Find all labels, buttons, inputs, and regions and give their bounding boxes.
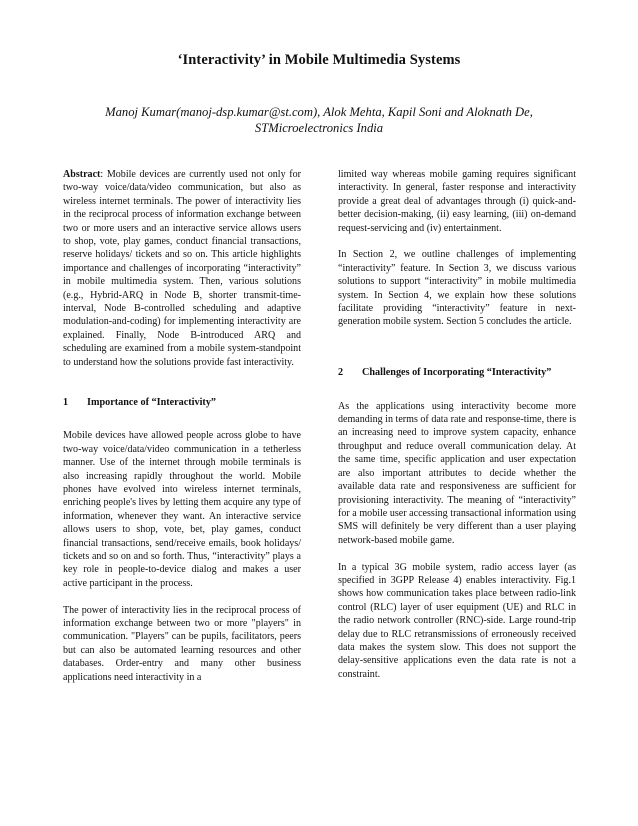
section-2-title: Challenges of Incorporating “Interactivity”: [362, 367, 552, 379]
section-1-paragraph-2: The power of interactivity lies in the reciprocal process of information exchange between two or more "players" in communication. "Players" can be pupils, facilitators, peers but can also be automated learning resources and other databases. Order-entry and many other business applications need interactivity in a: [63, 604, 301, 683]
section-1-heading: [63, 396, 301, 409]
abstract-text: : Mobile devices are currently used not only for two-way voice/data/video communication, but also as wireless internet terminals. The power of interactivity lies in the reciprocal process of information exchange between two or more users and an interactive service allows users to shop, vote, play games, conduct financial transactions, reserve holidays/ tickets and so on. This article highlights importance and challenges of incorporating “interactivity” in mobile multimedia system. Then, various solutions (e.g., Hybrid-ARQ in Node B, shorter transmit-time-interval, Node B-controlled scheduling and adaptive modulation-and-coding) for implementing interactivity are explained. Finally, Node B-introduced ARQ and scheduling are examined from a mobile system-standpoint to understand how the solutions provide fast interactivity.: [63, 169, 301, 368]
author-affiliation: STMicroelectronics India: [254, 121, 384, 135]
intro-paragraph-outline: In Section 2, we outline challenges of implementing “interactivity” feature. In Section 3, we discuss various solutions to support “interactivity” in mobile multimedia system. In Section 4, we explain how these solutions facilitate providing “interactivity” feature in next-generation mobile system. Section 5 concludes the article.: [338, 249, 576, 328]
section-2-heading: [338, 366, 576, 379]
left-column: [63, 168, 301, 697]
abstract-paragraph: [63, 168, 301, 369]
right-column: [338, 168, 576, 695]
section-1-paragraph-1: Mobile devices have allowed people across globe to have two-way voice/data/video communication in a tetherless manner. Use of the internet through mobile terminals is also increasing rapidly throughout the world. Mobile phones have evolved into wireless internet terminals, enriching people's lives by letting them acquire any type of information, whenever they want. An interactive service allows users to shop, vote, bet, play games, conduct financial transactions, send/receive emails, book holidays/ tickets and so on and so forth. Thus, “interactivity” plays a key role in people-to-device dialog and makes a user active participant in the process.: [63, 430, 301, 589]
spacer: [63, 382, 301, 395]
spacer: [338, 380, 576, 400]
section-2-number: 2: [338, 367, 344, 379]
paper-title: ‘Interactivity’ in Mobile Multimedia Systems: [177, 52, 461, 68]
intro-paragraph-continued: limited way whereas mobile gaming requires significant interactivity. In general, faster response and interactivity provide a great deal of advantages through (i) quick-and-better decision-making, (ii) easy learning, (iii) on-demand request-servicing and (iv) entertainment.: [338, 169, 576, 234]
author-names: Manoj Kumar(manoj-dsp.kumar@st.com), Alok Mehta, Kapil Soni and Aloknath De,: [105, 105, 533, 119]
author-block: [40, 104, 598, 136]
spacer: [338, 342, 576, 366]
spacer: [63, 409, 301, 429]
section-2-paragraph-2: In a typical 3G mobile system, radio access layer (as specified in 3GPP Release 4) enables interactivity. Fig.1 shows how communication takes place between radio-link control (RLC) layer of user equipment (UE) and RLC in the radio network controller (RNC)-side. Large round-trip delay due to RLC retransmissions of erroneously received data makes the system slow. This does not support the delay-sensitive applications even the data rate is not a constraint.: [338, 561, 576, 680]
abstract-label: Abstract: [63, 169, 101, 180]
section-1-title: Importance of “Interactivity”: [87, 396, 217, 408]
section-1-number: 1: [63, 396, 69, 408]
section-2-paragraph-1: As the applications using interactivity become more demanding in terms of data rate and response-time, there is an increasing need to improve system capacity, enhance throughput and reduce overall communication delay. At the same time, specific application and user expectation are also important attributes to decide whether the available data rate and responsiveness are sufficient for provisioning interactivity. The meaning of “interactivity” for a mobile user accessing transactional information using SMS will definitely be very different than a user playing network-based mobile game.: [338, 400, 576, 546]
